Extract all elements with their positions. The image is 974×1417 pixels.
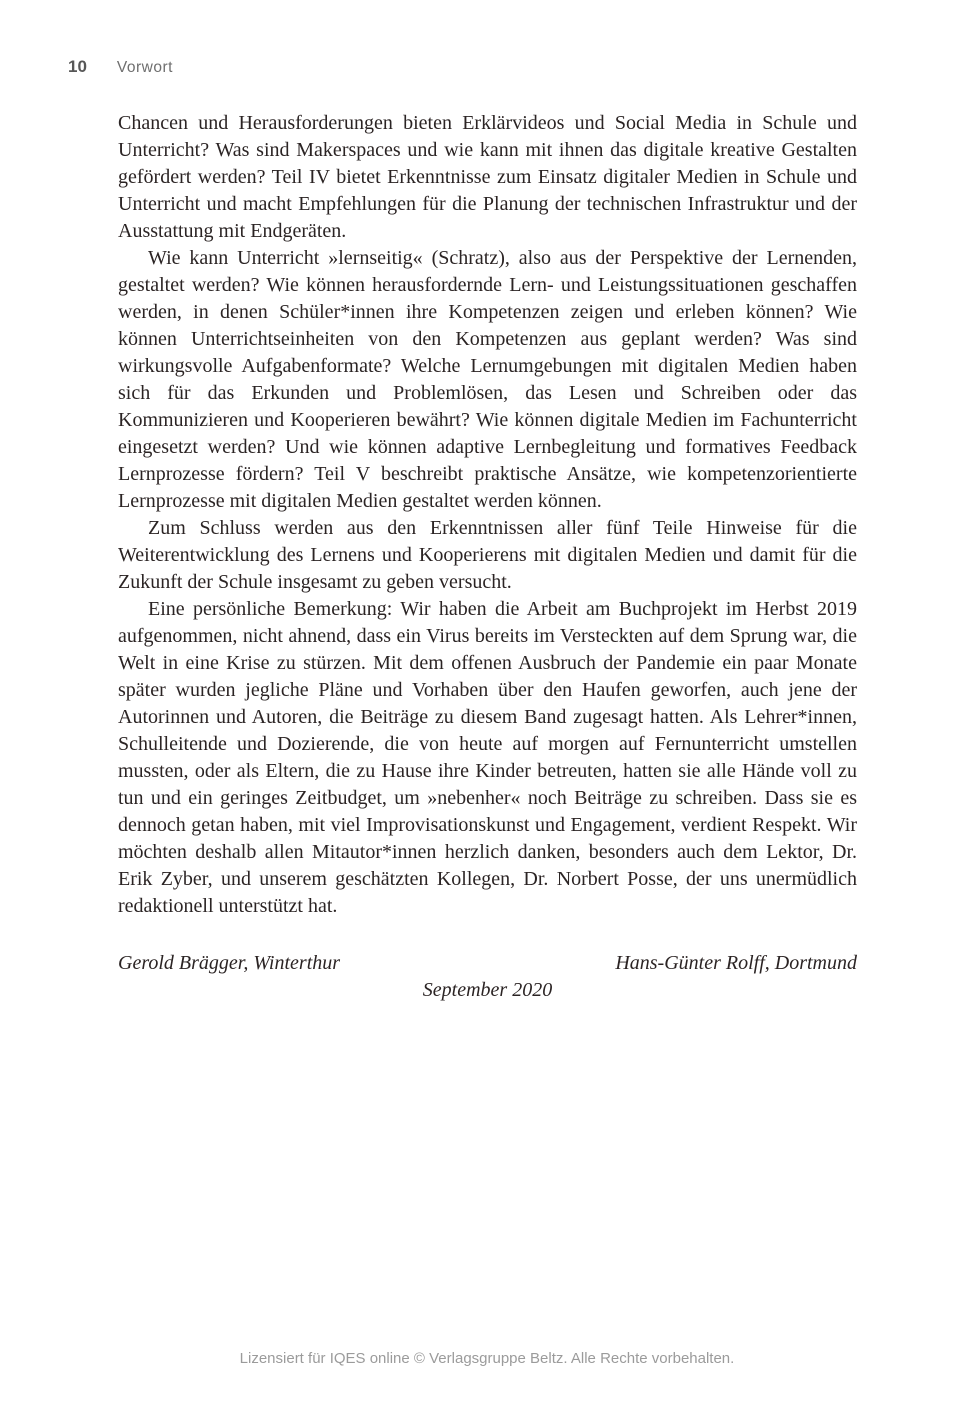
- body-paragraph: Zum Schluss werden aus den Erkenntnissen aller fünf Teile Hinweise für die Weiterentwicklung des Lernens und Kooperierens mit digitalen Medien und damit für die Zukunft der Schule insgesamt zu geben versucht.: [118, 517, 857, 593]
- signature-block: [118, 950, 857, 1004]
- license-footer: [0, 1350, 974, 1367]
- signature-author-right: Hans-Günter Rolff, Dortmund: [615, 952, 857, 974]
- running-head-title: Vorwort: [116, 59, 173, 76]
- text-block: [118, 110, 857, 1004]
- body-paragraph: Chancen und Herausforderungen bieten Erklärvideos und Social Media in Schule und Unterricht? Was sind Makerspaces und wie kann mit ihnen das digitale kreative Gestalten gefördert werden? Teil IV bietet Erkenntnisse zum Einsatz digitaler Medien in Schule und Unterricht und macht Empfehlungen für die Planung der technischen Infrastruktur und der Ausstattung mit Endgeräten.: [118, 112, 857, 242]
- page-header: [68, 57, 173, 77]
- page-number: 10: [68, 57, 87, 76]
- paragraphs-container: [118, 110, 857, 920]
- signature-date: September 2020: [422, 979, 553, 1001]
- signature-row: [118, 950, 857, 977]
- signature-author-left: Gerold Brägger, Winterthur: [118, 952, 341, 974]
- body-paragraph: Eine persönliche Bemerkung: Wir haben die Arbeit am Buchprojekt im Herbst 2019 aufgenommen, nicht ahnend, dass ein Virus bereits im Versteckten auf dem Sprung war, die Welt in eine Krise zu stürzen. Mit dem offenen Ausbruch der Pandemie ein paar Monate später wurden jegliche Pläne und Vorhaben über den Haufen geworfen, auch jene der Autorinnen und Autoren, die Beiträge zu diesem Band zugesagt hatten. Als Lehrer*innen, Schulleitende und Dozierende, die von heute auf morgen auf Fernunterricht umstellen mussten, oder als Eltern, die zu Hause ihre Kinder betreuten, hatten sie alle Hände voll zu tun und ein geringes Zeitbudget, um »nebenher« noch Beiträge zu schreiben. Dass sie es dennoch getan haben, mit viel Improvisationskunst und Engagement, verdient Respekt. Wir möchten deshalb allen Mitautor*innen herzlich danken, besonders auch dem Lektor, Dr. Erik Zyber, und unserem geschätzten Kollegen, Dr. Norbert Posse, der uns unermüdlich redaktionell unterstützt hat.: [118, 598, 857, 917]
- body-paragraph: Wie kann Unterricht »lernseitig« (Schratz), also aus der Perspektive der Lernenden, gestaltet werden? Wie können herausfordernde Lern- und Leistungssituationen geschaffen werden, in denen Schüler*innen ihre Kompetenzen zeigen und erleben können? Wie können Unterrichtseinheiten von den Kompetenzen aus geplant werden? Was sind wirkungsvolle Aufgabenformate? Welche Lernumgebungen mit digitalen Medien haben sich für das Erkunden und Problemlösen, das Lesen und Schreiben oder das Kommunizieren und Kooperieren bewährt? Wie können digitale Medien im Fachunterricht eingesetzt werden? Und wie können adaptive Lernbegleitung und formatives Feedback Lernprozesse fördern? Teil V beschreibt praktische Ansätze, wie kompetenzorientierte Lernprozesse mit digitalen Medien gestaltet werden können.: [118, 247, 857, 512]
- license-text: Lizensiert für IQES online © Verlagsgruppe Beltz. Alle Rechte vorbehalten.: [239, 1350, 735, 1367]
